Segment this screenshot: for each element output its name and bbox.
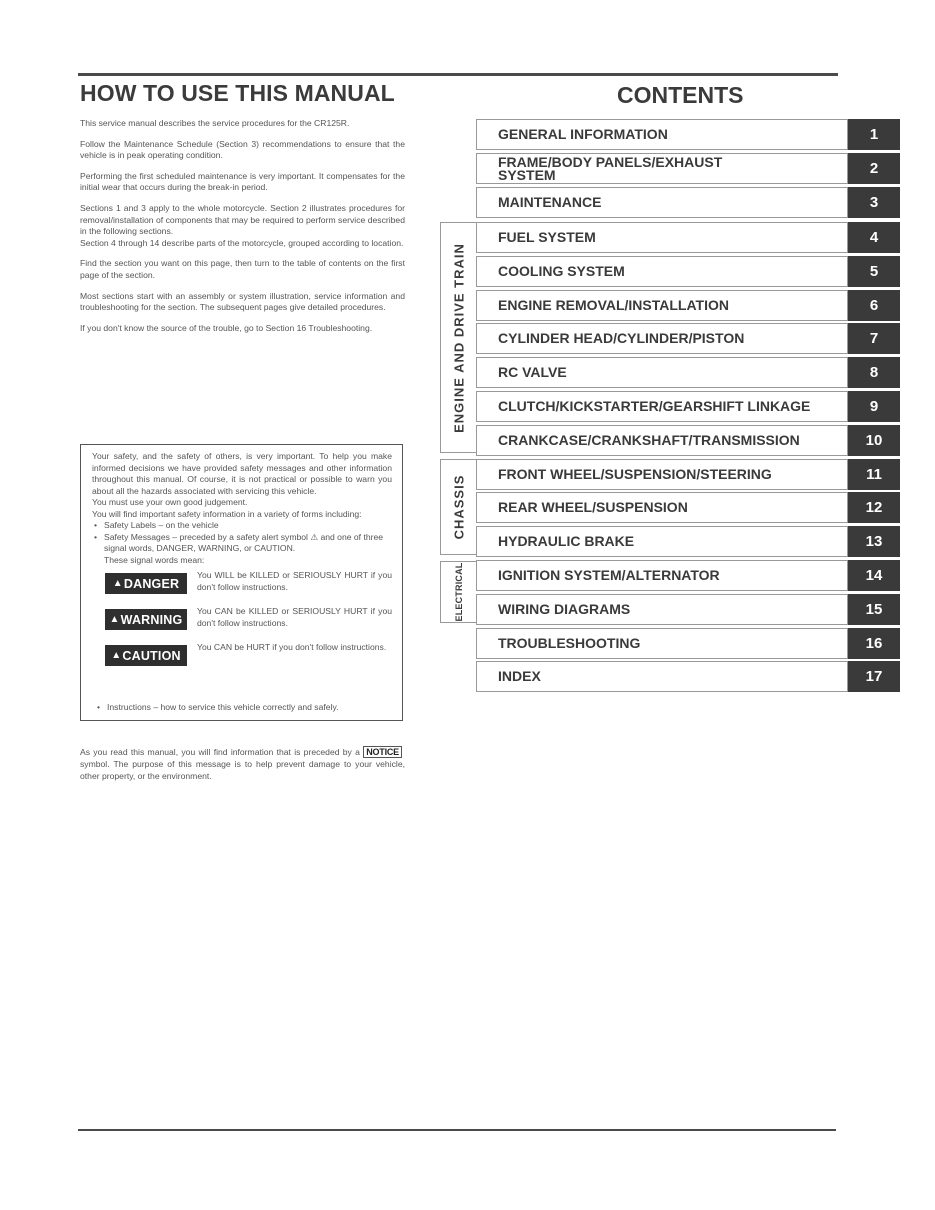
group-engine-bracket bbox=[440, 222, 476, 453]
toc-item-title bbox=[476, 628, 848, 659]
toc-item-number: 7 bbox=[848, 323, 900, 354]
toc-item-title bbox=[476, 459, 848, 490]
toc-item-label: TROUBLESHOOTING bbox=[498, 635, 641, 651]
signal-words-mean: These signal words mean: bbox=[104, 554, 205, 565]
toc-item-number: 5 bbox=[848, 256, 900, 287]
notice-after: symbol. The purpose of this message is to help prevent damage to your vehicle, other property, or the environment. bbox=[80, 758, 405, 781]
danger-badge bbox=[105, 573, 187, 594]
group-electrical-label: ELECTRICAL bbox=[453, 562, 464, 622]
toc-item-label: HYDRAULIC BRAKE bbox=[498, 533, 635, 549]
toc-item-label: FUEL SYSTEM bbox=[498, 229, 596, 245]
toc-item-label: CLUTCH/KICKSTARTER/GEARSHIFT LINKAGE bbox=[498, 398, 811, 414]
safety-judgement: You must use your own good judgement. bbox=[92, 497, 248, 507]
danger-row bbox=[105, 570, 392, 602]
toc-item-9[interactable] bbox=[476, 391, 900, 422]
toc-item-label: COOLING SYSTEM bbox=[498, 263, 625, 279]
toc-item-label: GENERAL INFORMATION bbox=[498, 126, 668, 142]
caution-text: You CAN be HURT if you don't follow instructions. bbox=[197, 642, 387, 652]
toc-item-number: 15 bbox=[848, 594, 900, 625]
toc-item-label: INDEX bbox=[498, 668, 541, 684]
toc-item-label: WIRING DIAGRAMS bbox=[498, 601, 631, 617]
caution-label: CAUTION bbox=[122, 648, 181, 663]
toc-item-label: IGNITION SYSTEM/ALTERNATOR bbox=[498, 567, 720, 583]
safety-forms: You will find important safety information in a variety of forms including: bbox=[92, 508, 362, 519]
alert-icon: ▲ bbox=[111, 650, 122, 661]
toc-item-number: 11 bbox=[848, 459, 900, 490]
toc-item-17[interactable] bbox=[476, 661, 900, 692]
toc-item-label: ENGINE REMOVAL/INSTALLATION bbox=[498, 297, 729, 313]
toc-item-8[interactable] bbox=[476, 357, 900, 388]
toc-item-label: FRAME/BODY PANELS/EXHAUST bbox=[498, 153, 723, 170]
toc-item-6[interactable] bbox=[476, 290, 900, 321]
toc-item-title bbox=[476, 594, 848, 625]
alert-icon: ▲ bbox=[109, 614, 120, 625]
intro-paragraph: Most sections start with an assembly or system illustration, service information and troubleshooting for the section. The subsequent pages give detailed procedures. bbox=[80, 290, 405, 313]
manual-title: HOW TO USE THIS MANUAL bbox=[80, 80, 395, 106]
warning-text: You CAN be KILLED or SERIOUSLY HURT if you don't follow instructions. bbox=[197, 606, 392, 628]
toc-item-title bbox=[476, 560, 848, 591]
toc-item-13[interactable] bbox=[476, 526, 900, 557]
toc-item-2[interactable] bbox=[476, 153, 900, 184]
safety-bullet-instructions: • Instructions – how to service this vehicle correctly and safely. bbox=[107, 702, 339, 714]
toc-item-label: FRONT WHEEL/SUSPENSION/STEERING bbox=[498, 466, 772, 482]
toc-item-number: 12 bbox=[848, 492, 900, 523]
toc-item-title bbox=[476, 391, 848, 422]
toc-item-label: RC VALVE bbox=[498, 364, 567, 380]
intro-paragraph: Performing the first scheduled maintenance is very important. It compensates for the initial wear that occurs during the break-in period. bbox=[80, 170, 405, 193]
toc-item-number: 4 bbox=[848, 222, 900, 253]
top-rule bbox=[78, 73, 838, 76]
toc-item-4[interactable] bbox=[476, 222, 900, 253]
toc-item-10[interactable] bbox=[476, 425, 900, 456]
toc-item-number: 10 bbox=[848, 425, 900, 456]
toc-item-number: 16 bbox=[848, 628, 900, 659]
warning-badge bbox=[105, 609, 187, 630]
safety-list bbox=[92, 520, 392, 555]
safety-bullet-labels: • Safety Labels – on the vehicle bbox=[104, 520, 392, 532]
toc-item-label: CRANKCASE/CRANKSHAFT/TRANSMISSION bbox=[498, 432, 800, 448]
toc-item-title bbox=[476, 323, 848, 354]
toc-item-title bbox=[476, 661, 848, 692]
toc-item-3[interactable] bbox=[476, 187, 900, 218]
caution-badge bbox=[105, 645, 187, 666]
toc-item-title bbox=[476, 425, 848, 456]
toc-item-label: CYLINDER HEAD/CYLINDER/PISTON bbox=[498, 330, 745, 346]
toc-item-number: 3 bbox=[848, 187, 900, 218]
notice-before: As you read this manual, you will find information that is preceded by a bbox=[80, 747, 360, 757]
toc-item-number: 9 bbox=[848, 391, 900, 422]
toc-item-14[interactable] bbox=[476, 560, 900, 591]
toc-item-title bbox=[476, 492, 848, 523]
notice-badge: NOTICE bbox=[363, 746, 402, 758]
safety-box bbox=[80, 444, 403, 721]
intro-text bbox=[80, 118, 405, 343]
safety-intro: Your safety, and the safety of others, is very important. To help you make informed decisions we have provided safety messages and other information throughout this manual. Of course, it is not practical or possible to warn you about all the hazards associated with servicing this vehicle. bbox=[92, 451, 392, 496]
intro-paragraph: Sections 1 and 3 apply to the whole motorcycle. Section 2 illustrates procedures for removal/installation of components that may be required to perform service described in the following sections. bbox=[80, 202, 405, 237]
bottom-rule bbox=[78, 1129, 836, 1131]
instructions-list bbox=[95, 702, 339, 714]
toc-item-title bbox=[476, 119, 848, 150]
group-engine-label: ENGINE AND DRIVE TRAIN bbox=[451, 242, 466, 433]
toc-item-1[interactable] bbox=[476, 119, 900, 150]
toc-item-label-line2: SYSTEM bbox=[498, 166, 556, 183]
toc-item-5[interactable] bbox=[476, 256, 900, 287]
toc-item-number: 1 bbox=[848, 119, 900, 150]
toc-item-title bbox=[476, 357, 848, 388]
toc-item-title bbox=[476, 187, 848, 218]
contents-title: CONTENTS bbox=[617, 82, 744, 108]
danger-text: You WILL be KILLED or SERIOUSLY HURT if you don't follow instructions. bbox=[197, 570, 392, 592]
caution-row bbox=[105, 642, 392, 674]
alert-icon: ▲ bbox=[112, 578, 123, 589]
toc-item-title bbox=[476, 256, 848, 287]
toc-item-11[interactable] bbox=[476, 459, 900, 490]
toc-item-16[interactable] bbox=[476, 628, 900, 659]
intro-paragraph: If you don't know the source of the trouble, go to Section 16 Troubleshooting. bbox=[80, 322, 373, 333]
warning-label: WARNING bbox=[120, 612, 183, 627]
notice-paragraph bbox=[80, 746, 405, 782]
group-electrical-bracket bbox=[440, 561, 476, 623]
toc-item-number: 17 bbox=[848, 661, 900, 692]
group-chassis-bracket bbox=[440, 459, 476, 555]
toc-item-number: 13 bbox=[848, 526, 900, 557]
danger-label: DANGER bbox=[123, 576, 180, 591]
toc-item-title bbox=[476, 153, 848, 184]
warning-row bbox=[105, 606, 392, 638]
toc-item-label: REAR WHEEL/SUSPENSION bbox=[498, 499, 688, 515]
group-chassis-label: CHASSIS bbox=[451, 474, 466, 540]
intro-paragraph: Find the section you want on this page, then turn to the table of contents on the first page of the section. bbox=[80, 258, 405, 280]
toc-item-title bbox=[476, 526, 848, 557]
intro-paragraph: This service manual describes the service procedures for the CR125R. bbox=[80, 118, 350, 128]
toc-item-number: 2 bbox=[848, 153, 900, 184]
toc-item-12[interactable] bbox=[476, 492, 900, 523]
toc-item-number: 6 bbox=[848, 290, 900, 321]
toc-item-title bbox=[476, 290, 848, 321]
toc-item-number: 14 bbox=[848, 560, 900, 591]
intro-paragraph: Follow the Maintenance Schedule (Section 3) recommendations to ensure that the vehicle is in peak operating condition. bbox=[80, 138, 405, 161]
toc-item-label: MAINTENANCE bbox=[498, 194, 602, 210]
toc-item-15[interactable] bbox=[476, 594, 900, 625]
intro-paragraph: Section 4 through 14 describe parts of the motorcycle, grouped according to location. bbox=[80, 237, 404, 248]
safety-bullet-messages: • Safety Messages – preceded by a safety alert symbol ⚠ and one of three signal words, DANGER, WARNING, or CAUTION. bbox=[104, 532, 392, 555]
toc-item-title bbox=[476, 222, 848, 253]
toc-item-number: 8 bbox=[848, 357, 900, 388]
toc-item-7[interactable] bbox=[476, 323, 900, 354]
